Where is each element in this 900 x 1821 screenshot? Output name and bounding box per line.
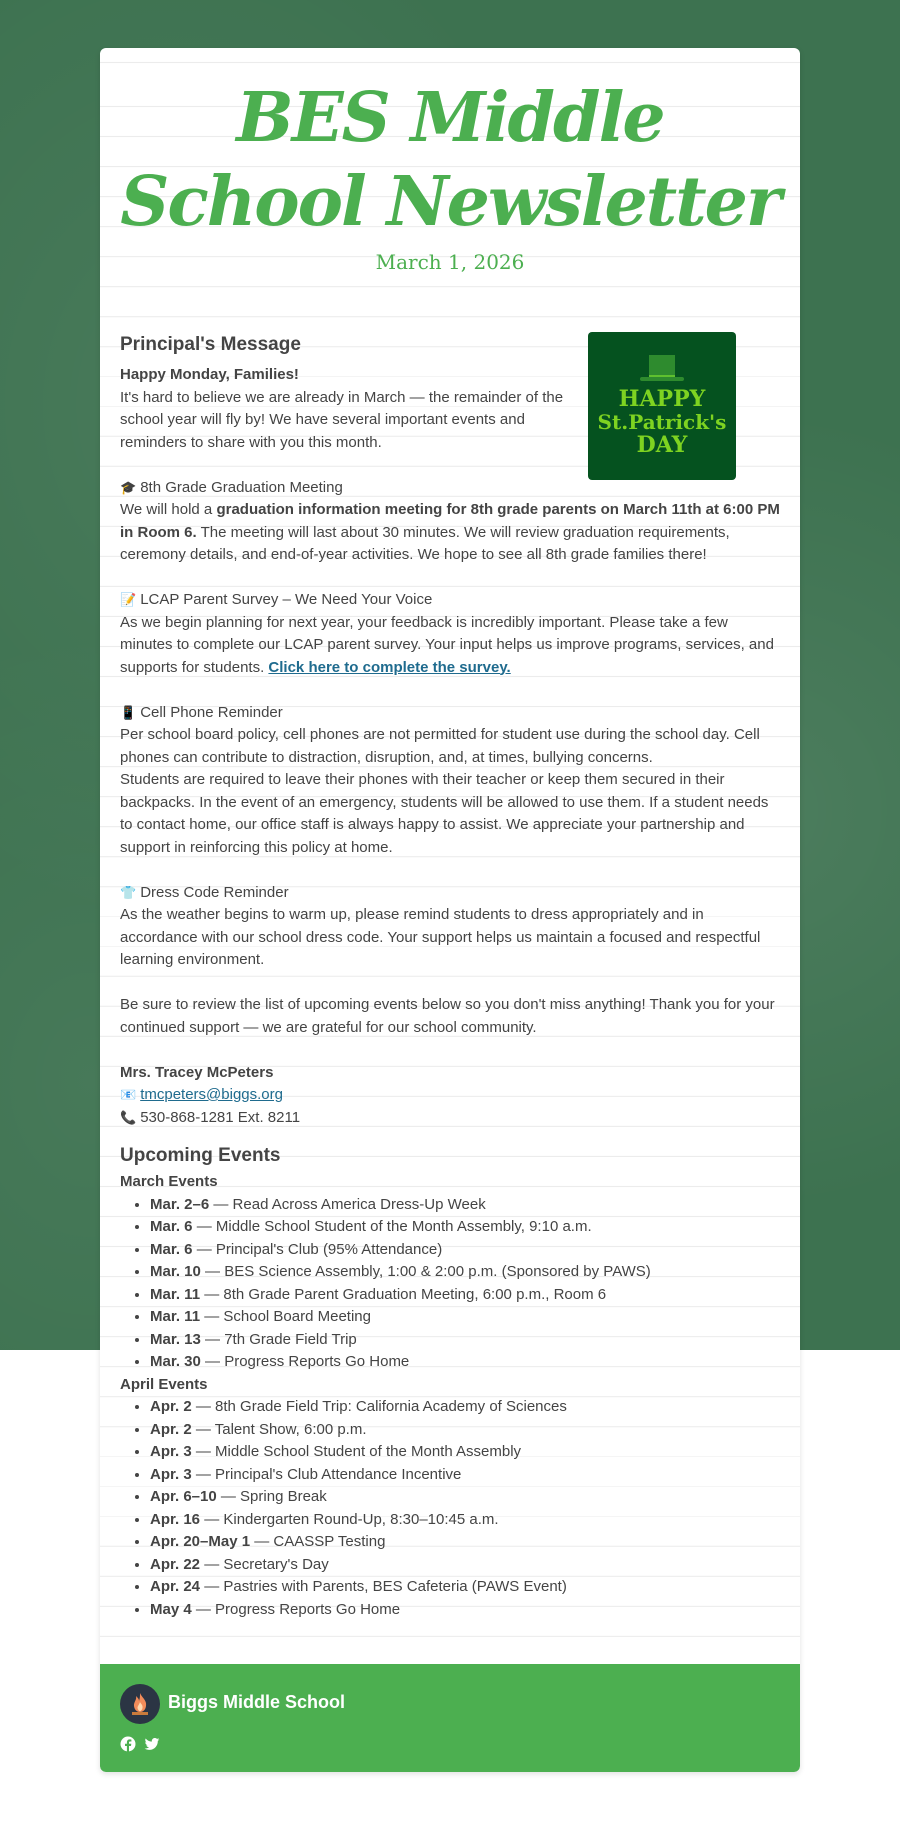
phone-body-2: Students are required to leave their phones with their teacher or keep them secured in their backpacks. In the event of an emergency, students will be allowed to use them. If a student needs to contact home, our office staff is always happy to assist. We appreciate your partnership and support in reinforcing this policy at home. [120,771,769,856]
event-item: • Mar. 6 — Middle School Student of the Month Assembly, 9:10 a.m. [150,1216,780,1239]
principal-message-heading: Principal's Message [120,334,301,355]
event-item: • May 4 — Progress Reports Go Home [150,1599,780,1622]
image-text-line-2: St.Patrick's [597,410,727,434]
event-item: • Apr. 24 — Pastries with Parents, BES Cafeteria (PAWS Event) [150,1576,780,1599]
phone-section-title: 📱 Cell Phone Reminder [120,702,780,725]
twitter-icon[interactable] [144,1736,160,1752]
leprechaun-hat-icon [649,355,675,379]
event-item: • Apr. 6–10 — Spring Break [150,1486,780,1509]
signature-email[interactable]: tmcpeters@biggs.org [140,1086,283,1103]
event-item: • Apr. 2 — Talent Show, 6:00 p.m. [150,1419,780,1442]
title-line-2: School Newsletter [120,162,780,242]
april-events-heading: April Events [120,1375,208,1393]
signature-phone-line: 📞 530-868-1281 Ext. 8211 [120,1107,780,1130]
closing-text: Be sure to review the list of upcoming events below so you don't miss anything! Thank you for your continued support — we are grateful for our school community. [120,996,775,1036]
event-item: • Apr. 20–May 1 — CAASSP Testing [150,1531,780,1554]
mobile-phone-icon: 📱 [120,704,137,720]
phone-body-1: Per school board policy, cell phones are not permitted for student use during the school day. Cell phones can contribute to distraction, disruption, and, at times, bullying concerns. [120,726,760,766]
st-patricks-day-image [588,332,736,480]
footer [100,1664,800,1772]
school-logo [120,1684,160,1724]
signature-name: Mrs. Tracey McPeters [120,1063,274,1081]
march-events-list [120,1194,780,1374]
upcoming-events-heading: Upcoming Events [120,1145,281,1166]
newsletter-content [100,332,800,1621]
signature-email-line [120,1084,780,1107]
graduation-section-title: 🎓 8th Grade Graduation Meeting [120,477,780,500]
flame-icon [128,1691,152,1717]
footer-school-name: Biggs Middle School [168,1692,346,1712]
social-links [120,1736,160,1752]
event-item: • Apr. 16 — Kindergarten Round-Up, 8:30–10:45 a.m. [150,1509,780,1532]
dress-section-title: 👕 Dress Code Reminder [120,882,780,905]
event-item: • Mar. 2–6 — Read Across America Dress-Up Week [150,1194,780,1217]
event-item: • Apr. 3 — Middle School Student of the Month Assembly [150,1441,780,1464]
newsletter-title [100,76,800,244]
shirt-icon: 👕 [120,884,137,900]
event-item: • Mar. 30 — Progress Reports Go Home [150,1351,780,1374]
dress-body: As the weather begins to warm up, please remind students to dress appropriately and in accordance with our school dress code. Your support helps us maintain a focused and respectful learning environment. [120,906,761,968]
newsletter-date: March 1, 2026 [375,250,525,274]
event-item: • Mar. 11 — 8th Grade Parent Graduation Meeting, 6:00 p.m., Room 6 [150,1284,780,1307]
id-card-icon: 📧 [120,1087,137,1102]
intro-text: It's hard to believe we are already in March — the remainder of the school year will fly by! We have several important events and reminders to share with you this month. [120,388,564,451]
survey-section-title: 📝 LCAP Parent Survey – We Need Your Voice [120,589,780,612]
clipboard-icon: 📝 [120,592,137,607]
april-events-list [120,1396,780,1621]
greeting: Happy Monday, Families! [120,366,299,383]
image-text-line-1: HAPPY [618,386,706,412]
event-item: • Apr. 3 — Principal's Club Attendance Incentive [150,1464,780,1487]
survey-body: As we begin planning for next year, your feedback is incredibly important. Please take a few minutes to complete our LCAP parent survey. Your input helps us improve programs, services, and supports for students. Click here to complete the survey. [120,613,774,676]
image-text-line-3: DAY [636,432,688,458]
survey-link[interactable]: Click here to complete the survey. [268,658,511,676]
newsletter-header [100,48,800,332]
march-events-heading: March Events [120,1173,218,1190]
event-item: • Apr. 22 — Secretary's Day [150,1554,780,1577]
graduation-cap-icon: 🎓 [120,479,137,495]
event-item: • Apr. 2 — 8th Grade Field Trip: California Academy of Sciences [150,1396,780,1419]
event-item: • Mar. 6 — Principal's Club (95% Attendance) [150,1239,780,1262]
principal-intro [120,364,570,454]
newsletter-card [100,48,800,1772]
event-item: • Mar. 13 — 7th Grade Field Trip [150,1329,780,1352]
event-item: • Mar. 10 — BES Science Assembly, 1:00 & 2:00 p.m. (Sponsored by PAWS) [150,1261,780,1284]
phone-icon: 📞 [120,1109,137,1125]
event-item: • Mar. 11 — School Board Meeting [150,1306,780,1329]
title-line-1: BES Middle [236,78,664,158]
graduation-body: We will hold a graduation information meeting for 8th grade parents on March 11th at 6:00 PM in Room 6. The meeting will last about 30 minutes. We will review graduation requirements, ceremony details, and end-of-year activities. We hope to see all 8th grade families there! [120,501,780,563]
facebook-icon[interactable] [120,1736,136,1752]
